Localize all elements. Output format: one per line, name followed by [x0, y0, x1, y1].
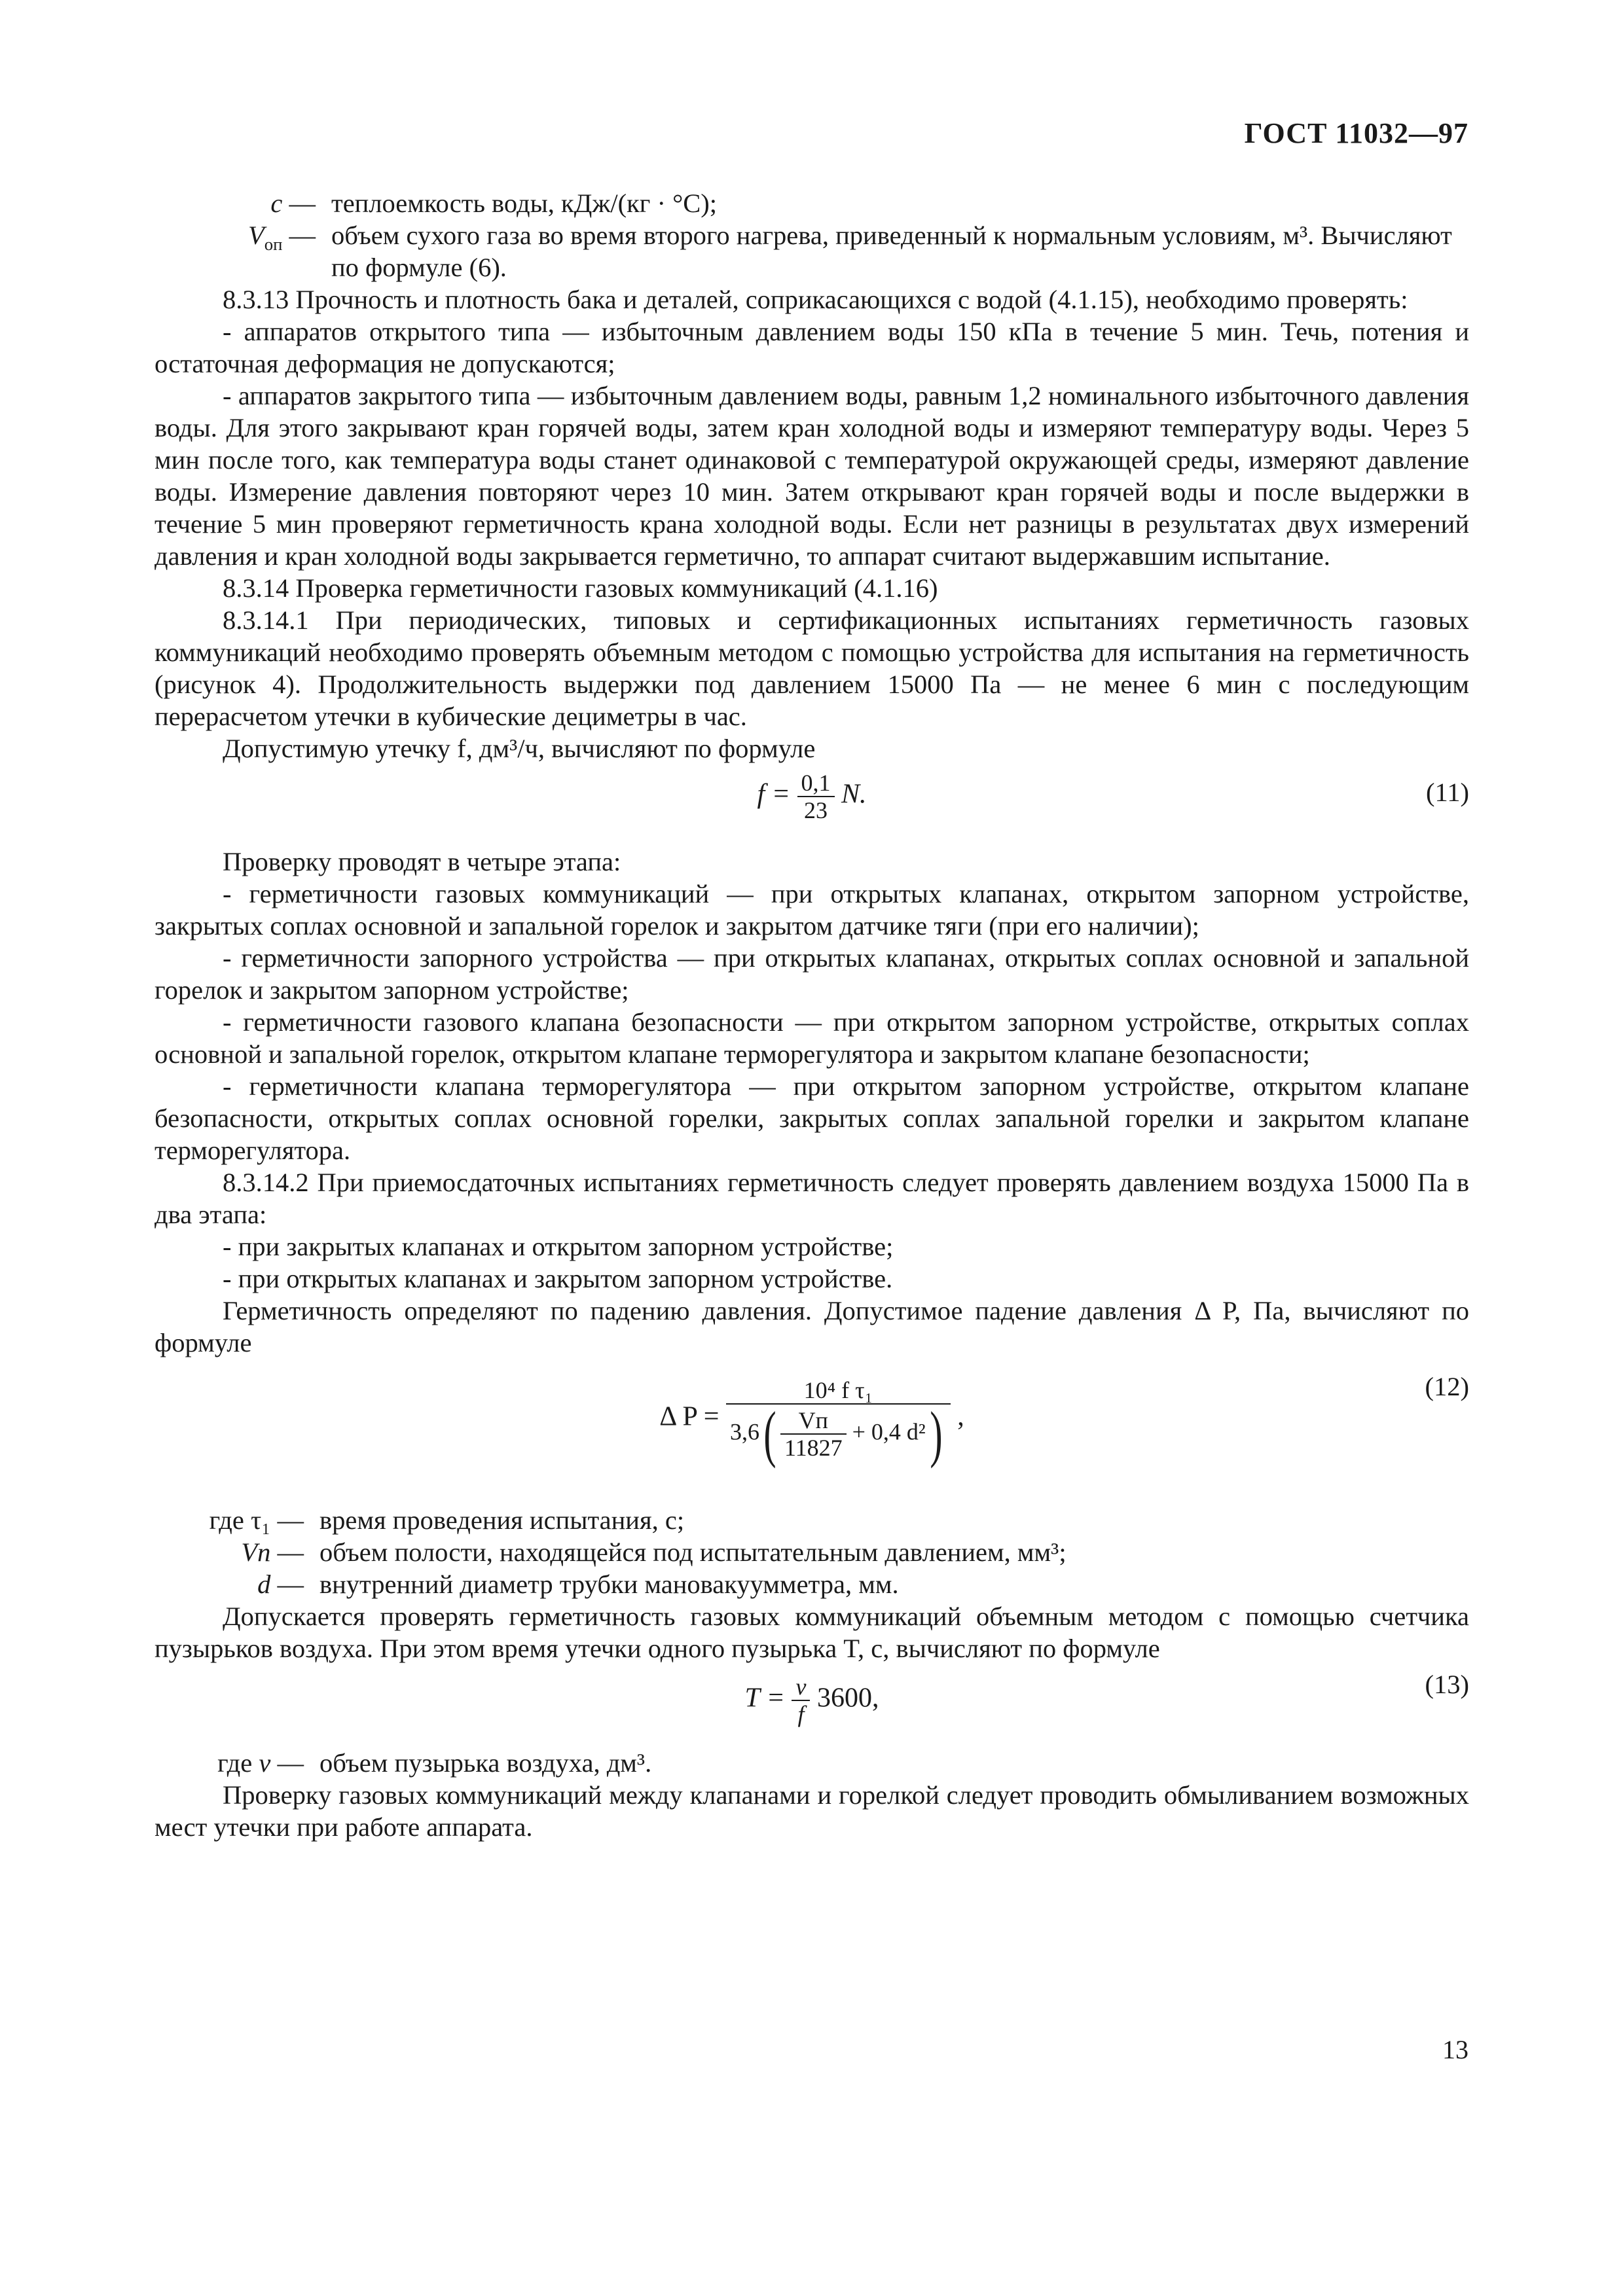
formula-numerator: 0,1 [797, 770, 835, 797]
legend-symbol: Vп [241, 1537, 271, 1567]
standard-header: ГОСТ 11032—97 [1244, 117, 1468, 149]
formula-inner-numerator: Vп [780, 1407, 847, 1435]
paragraph: 8.3.14.2 При приемосдаточных испытаниях герметичность следует проверять давлением воздуха 15000 Па в два этапа: [155, 1168, 1469, 1229]
legend-description: теплоемкость воды, кДж/(кг · °С); [331, 188, 718, 218]
legend-item: $V_{оп}$ — объем сухого газа во время второго нагрева, приведенный к нормальным условиям, м³. Вычисляют по формуле (6). [155, 219, 1469, 283]
paragraph: 8.3.14.1 При периодических, типовых и сертификационных испытаниях герметичность газовых коммуникаций необходимо проверять объемным методом с помощью устройства для испытания на герметичность (рисунок 4). Продолжительность выдержки под давлением 15000 Па — не менее 6 мин с последующим перерасчетом утечки в кубические дециметры в час. [155, 605, 1469, 731]
paragraph: Допускается проверять герметичность газовых коммуникаций объемным методом с помощью счетчика пузырьков воздуха. При этом время утечки одного пузырька T, с, вычисляют по формуле [155, 1602, 1469, 1663]
legend-item: Vп — объем полости, находящейся под испытательным давлением, мм³; [155, 1536, 1469, 1568]
page-content [155, 187, 1469, 1843]
legend-prefix: где [209, 1505, 244, 1535]
legend-item: c — теплоемкость воды, кДж/(кг · °С); [155, 187, 1469, 219]
paragraph: - при открытых клапанах и закрытом запорном устройстве. [223, 1264, 893, 1293]
paragraph: - герметичности газовых коммуникаций — при открытых клапанах, открытом запорном устройстве, закрытых соплах основной и запальной горелок и закрытом датчике тяги (при его наличии); [155, 879, 1469, 941]
formula-lhs: Δ P = [659, 1401, 720, 1432]
formula-rhs: 3600, [816, 1683, 879, 1713]
legend-description: время проведения испытания, с; [319, 1505, 685, 1535]
paragraph: - при закрытых клапанах и открытом запорном устройстве; [223, 1232, 894, 1261]
paragraph: - аппаратов закрытого типа — избыточным давлением воды, равным 1,2 номинального избыточного давления воды. Для этого закрывают кран горячей воды, затем кран холодной воды и измеряют температуру воды. Через 5 мин после того, как температура воды станет одинаковой с температурой окружающей среды, измеряют давление воды. Измерение давления повторяют через 10 мин. Затем открывают кран горячей воды и после выдержки в течение 5 мин проверяют герметичность крана холодной воды. Если нет разницы в результатах двух измерений давления и кран холодной воды закрывается герметично, то аппарат считают выдержавшим испытание. [155, 381, 1469, 571]
formula-inner-denominator: 11827 [784, 1435, 843, 1461]
paragraph: 8.3.13 Прочность и плотность бака и деталей, соприкасающихся с водой (4.1.15), необходимо проверять: [223, 285, 1408, 314]
legend-symbol: v [259, 1748, 271, 1778]
formula-number: (13) [1425, 1670, 1469, 1699]
legend-item: d — внутренний диаметр трубки мановакуумметра, мм. [155, 1568, 1469, 1600]
formula-numerator: v [792, 1674, 810, 1701]
paragraph: Проверку проводят в четыре этапа: [223, 847, 621, 876]
formula-denominator: f [797, 1701, 805, 1727]
legend-symbol: d [257, 1570, 271, 1599]
paragraph: 8.3.14 Проверка герметичности газовых коммуникаций (4.1.16) [223, 573, 938, 603]
formula-number: (11) [1426, 778, 1469, 807]
paragraph: Герметичность определяют по падению давления. Допустимое падение давления Δ P, Па, вычисляют по формуле [155, 1296, 1469, 1357]
formula-11 [155, 764, 1469, 840]
formula-lhs: f = [757, 779, 790, 810]
formula-numerator: 10⁴ f τ₁ [726, 1377, 951, 1405]
legend-symbol: τ₁ [250, 1505, 271, 1535]
legend-symbol: V [247, 221, 264, 250]
paragraph: - герметичности клапана терморегулятора — при открытом запорном устройстве, открытом клапане безопасности, открытых соплах основной горелки, закрытых соплах запальной горелки и закрытом клапане терморегулятора. [155, 1071, 1469, 1165]
legend-prefix: где [217, 1748, 253, 1778]
formula-12: Δ P = 10⁴ f τ₁ 3,6( $\frac{Vп}{11827}$ + 0,4 d²) , (12) [659, 1372, 1469, 1469]
paragraph: - аппаратов открытого типа — избыточным давлением воды 150 кПа в течение 5 мин. Течь, потения и остаточная деформация не допускаются; [155, 317, 1469, 378]
formula-comma: , [957, 1401, 964, 1432]
paragraph: - герметичности газового клапана безопасности — при открытом запорном устройстве, открытых соплах основной и запальной горелок, открытом клапане терморегулятора и закрытом клапане безопасности; [155, 1007, 1469, 1069]
legend-item: где τ₁ — время проведения испытания, с; [155, 1504, 1469, 1536]
paragraph: - герметичности запорного устройства — при открытых клапанах, открытых соплах основной и запальной горелок и закрытом запорном устройстве; [155, 943, 1469, 1005]
legend-description: объем сухого газа во время второго нагрева, приведенный к нормальным условиям, м³. Вычисляют по формуле (6). [331, 221, 1452, 282]
formula-denominator: 23 [804, 797, 828, 823]
page-number: 13 [1442, 2035, 1468, 2064]
formula-rhs: N. [841, 779, 867, 810]
formula-number: (12) [1425, 1372, 1469, 1401]
formula-intro: Допустимую утечку f, дм³/ч, вычисляют по формуле [223, 734, 816, 763]
legend-description: внутренний диаметр трубки мановакуумметра, мм. [319, 1570, 899, 1599]
legend-subscript: оп [264, 234, 283, 255]
formula-tail: + 0,4 d² [852, 1418, 926, 1445]
legend-symbol: c [270, 188, 283, 218]
legend-description: объем пузырька воздуха, дм³. [319, 1748, 652, 1778]
formula-coefficient: 3,6 [729, 1418, 759, 1445]
formula-lhs: T = [744, 1683, 785, 1713]
formula-13 [155, 1664, 1469, 1747]
paragraph: Проверку газовых коммуникаций между клапанами и горелкой следует проводить обмыливанием возможных мест утечки при работе аппарата. [155, 1780, 1469, 1842]
legend-item: где v — объем пузырька воздуха, дм³. [155, 1747, 1469, 1779]
legend-description: объем полости, находящейся под испытательным давлением, мм³; [319, 1537, 1067, 1567]
